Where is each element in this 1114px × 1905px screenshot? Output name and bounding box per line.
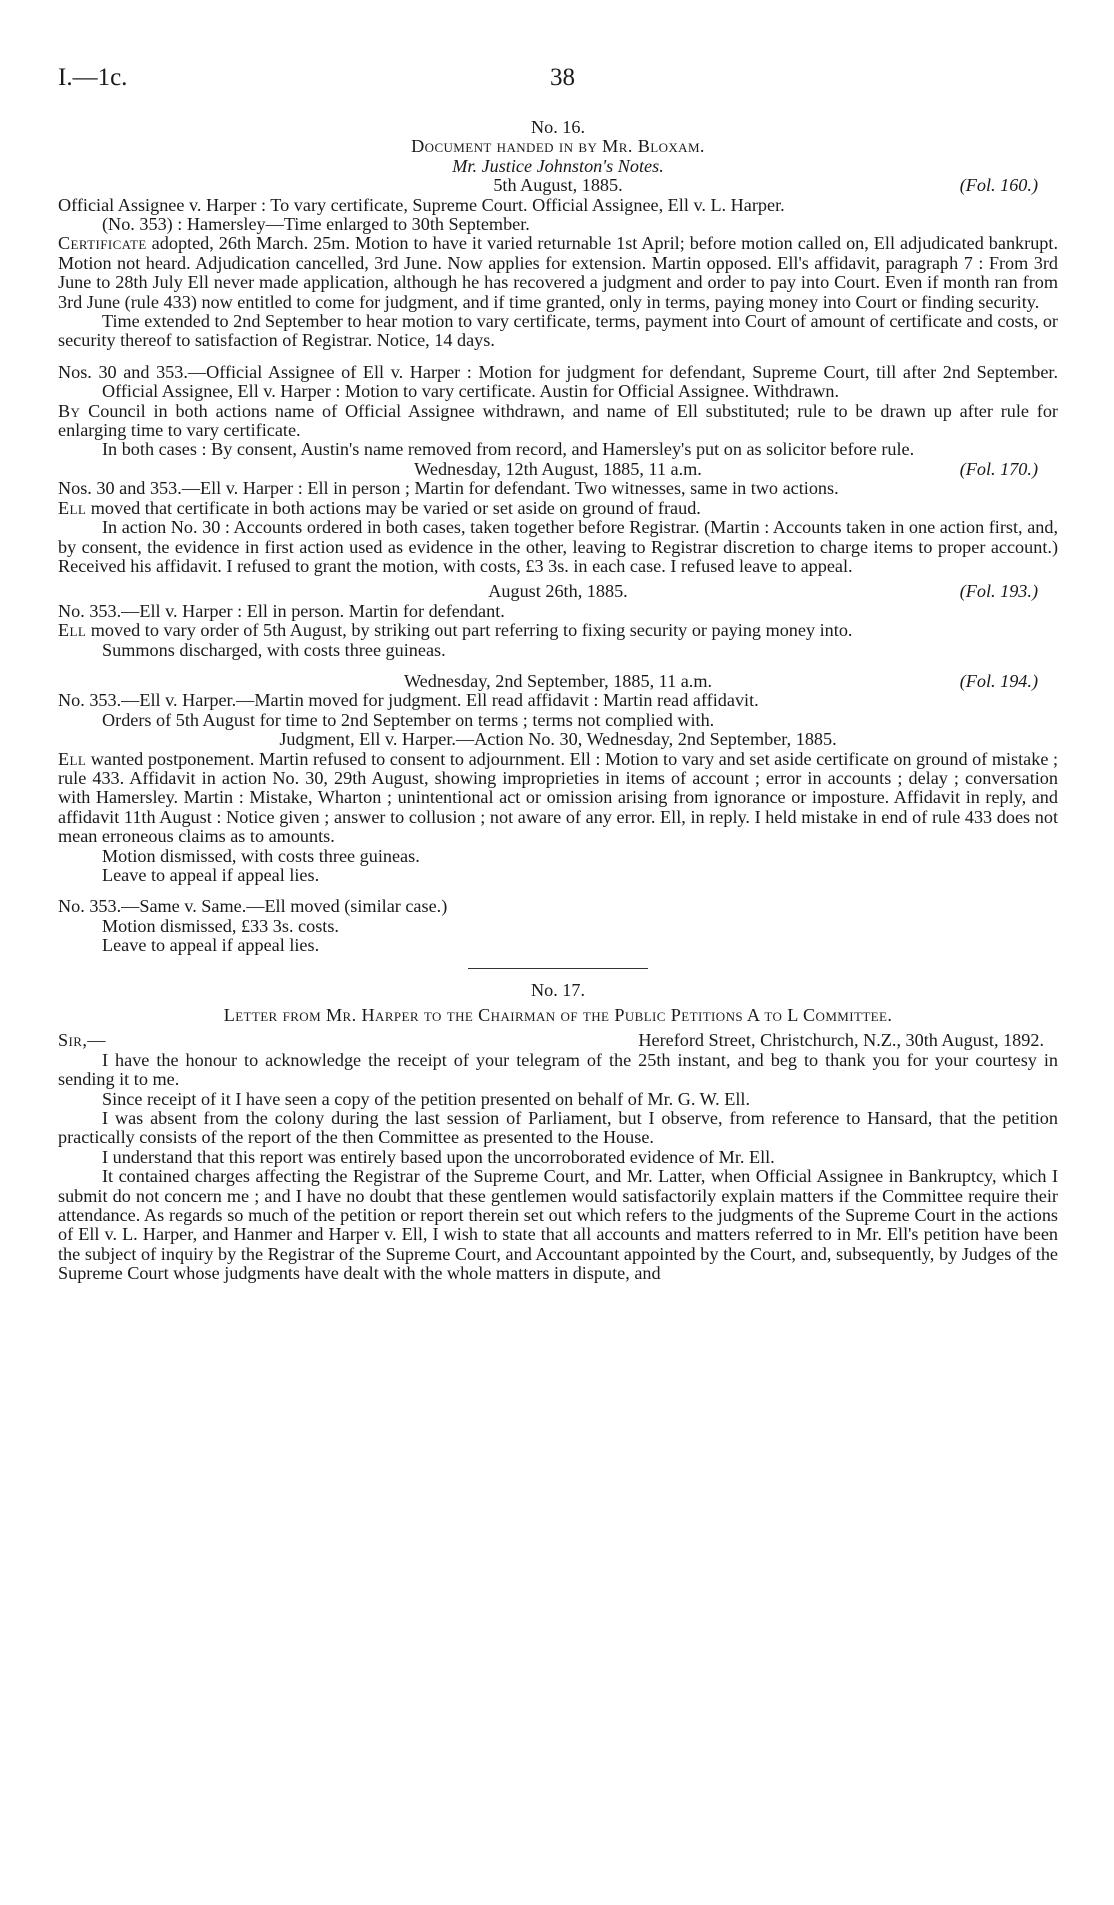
paragraph-5 — [58, 402, 1058, 441]
date-line-4 — [58, 672, 1058, 691]
date-2: Wednesday, 12th August, 1885, 11 a.m. — [414, 458, 702, 479]
letter-paragraph-2: Since receipt of it I have seen a copy of the petition presented on behalf of Mr. G. W. Ell. — [102, 1088, 750, 1109]
letter-paragraph-1: I have the honour to acknowledge the receipt of your telegram of the 25th instant, and beg to thank you for your courtesy in sending it to me. — [58, 1049, 1058, 1090]
paragraph-15-text: wanted postponement. Martin refused to consent to adjournment. Ell : Motion to vary and set aside certificate on ground of mistake ; rule 433. Affidavit in action No. 30, 29th August, showing improprieties in items of account ; error in accounts ; delay ; conversation with Hamersley. Martin : Mistake, Wharton ; unintentional act or omission arising from ignorance or imposture. Affidavit in reply, and affidavit 11th August : Notice given ; answer to collusion ; not aware of any error. Ell, in reply. I held mistake in end of rule 433 does not mean erroneous claims as to amounts. — [58, 748, 1058, 847]
doc16-number: No. 16. — [530, 117, 586, 137]
paragraph-7: Nos. 30 and 353.—Ell v. Harper : Ell in person ; Martin for defendant. Two witnesses, same in two actions. — [58, 478, 839, 499]
paragraph-15 — [58, 750, 1058, 847]
folio-2: (Fol. 170.) — [959, 458, 1038, 479]
salutation: Sir,— — [58, 1030, 106, 1051]
paragraph-11 — [58, 621, 1058, 640]
paragraph-5-lead: By — [58, 400, 81, 421]
paragraph-1a: Official Assignee v. Harper : To vary certificate, Supreme Court. Official Assignee, Ell v. L. Harper. — [58, 194, 785, 215]
date-4: Wednesday, 2nd September, 1885, 11 a.m. — [403, 670, 713, 691]
letter-paragraph-5: It contained charges affecting the Registrar of the Supreme Court, and Mr. Latter, when Official Assignee in Bankruptcy, which I submit do not concern me ; and I have no doubt that these gentlemen would satisfactorily explain matters if the Committee require their attendance. As regards so much of the petition or report therein set out which refers to the judgments of the Supreme Court in the actions of Ell v. L. Harper, and Hanmer and Harper v. Ell, I wish to state that all accounts and matters referred to in Mr. Ell's petition have been the subject of inquiry by the Registrar of the Supreme Court, and Accountant appointed by the Court, and, subsequently, by Judges of the Supreme Court whose judgments have dealt with the whole matters in dispute, and — [58, 1166, 1058, 1284]
page-header — [58, 64, 1058, 94]
doc17-title: Letter from Mr. Harper to the Chairman of the Public Petitions A to L Committee. — [223, 1005, 893, 1025]
paragraph-13: No. 353.—Ell v. Harper.—Martin moved for judgment. Ell read affidavit : Martin read affidavit. — [58, 690, 759, 711]
salutation-line — [58, 1031, 1058, 1050]
paragraph-15-lead: Ell — [58, 748, 87, 769]
letter-paragraph-4: I understand that this report was entirely based upon the uncorroborated evidence of Mr. Ell. — [102, 1146, 775, 1167]
doc17-number: No. 17. — [530, 979, 586, 1000]
paragraph-11-text: moved to vary order of 5th August, by striking out part referring to fixing security or paying money into. — [86, 620, 853, 641]
paragraph-8-text: moved that certificate in both actions may be varied or set aside on ground of fraud. — [86, 497, 701, 518]
paragraph-2 — [58, 234, 1058, 312]
folio-1: (Fol. 160.) — [959, 175, 1038, 196]
paragraph-10: No. 353.—Ell v. Harper : Ell in person. Martin for defendant. — [58, 600, 505, 621]
paragraph-19: Motion dismissed, £33 3s. costs. — [102, 915, 339, 936]
section-divider — [468, 968, 648, 969]
paragraph-20: Leave to appeal if appeal lies. — [102, 935, 320, 956]
paragraph-18: No. 353.—Same v. Same.—Ell moved (similar case.) — [58, 896, 448, 917]
paragraph-2-text: adopted, 26th March. 25m. Motion to have it varied returnable 1st April; before motion called on, Ell adjudicated bankrupt. Motion not heard. Adjudication cancelled, 3rd June. Now applies for extension. Martin opposed. Ell's affidavit, paragraph 7 : From 3rd June to 28th July Ell never made application, although he has recovered a judgment and order to pay into Court. Even if month ran from 3rd June (rule 433) now entitled to come for judgment, and if time granted, only in terms, paying money into Court or finding security. — [58, 233, 1058, 312]
document-reference: I.—1c. — [58, 64, 128, 91]
page-number: 38 — [550, 64, 575, 91]
paragraph-8-lead: Ell — [58, 497, 87, 518]
paragraph-8 — [58, 499, 1058, 518]
paragraph-6: In both cases : By consent, Austin's name removed from record, and Hamersley's put on as solicitor before rule. — [102, 439, 915, 460]
letter-paragraph-3: I was absent from the colony during the last session of Parliament, but I observe, from reference to Hansard, that the petition practically consists of the report of the then Committee as presented to the House. — [58, 1108, 1058, 1148]
date-3: August 26th, 1885. — [488, 581, 628, 602]
paragraph-5-text: Council in both actions name of Official Assignee withdrawn, and name of Ell substituted; rule to be drawn up after rule for enlarging time to vary certificate. — [58, 400, 1058, 441]
paragraph-9: In action No. 30 : Accounts ordered in both cases, taken together before Registrar. (Martin : Accounts taken in one action first, and, by consent, the evidence in first action used as evidence in the other, leaving to Registrar discretion to charge items to proper account.) Received his affidavit. I refused to grant the motion, with costs, £3 3s. in each case. I refused leave to appeal. — [58, 517, 1058, 576]
paragraph-12: Summons discharged, with costs three guineas. — [102, 639, 446, 660]
paragraph-11-lead: Ell — [58, 620, 87, 641]
folio-4: (Fol. 194.) — [959, 670, 1038, 691]
date-1: 5th August, 1885. — [493, 175, 623, 196]
page-body — [58, 118, 1058, 1284]
date-line-2 — [58, 460, 1058, 479]
paragraph-16: Motion dismissed, with costs three guineas. — [102, 845, 420, 866]
paragraph-13b: Orders of 5th August for time to 2nd September on terms ; terms not complied with. — [102, 709, 715, 730]
doc16-title: Document handed in by Mr. Bloxam. — [411, 136, 705, 157]
date-line-3 — [58, 582, 1058, 601]
doc16-subtitle: Mr. Justice Johnston's Notes. — [452, 155, 664, 176]
paragraph-4: Nos. 30 and 353.—Official Assignee of Ell v. Harper : Motion for judgment for defendant, Supreme Court, till after 2nd September. Official Assignee, Ell v. Harper : Motion to vary certificate. Austin for Official Assignee. Withdrawn. — [58, 361, 1058, 402]
paragraph-1b: (No. 353) : Hamersley—Time enlarged to 30th September. — [102, 214, 530, 235]
folio-3: (Fol. 193.) — [959, 581, 1038, 602]
sender-address: Hereford Street, Christchurch, N.Z., 30th August, 1892. — [638, 1030, 1044, 1051]
paragraph-2-lead: Certificate — [58, 233, 147, 254]
date-line-1 — [58, 176, 1058, 195]
judgment-heading: Judgment, Ell v. Harper.—Action No. 30, Wednesday, 2nd September, 1885. — [279, 729, 837, 750]
paragraph-3: Time extended to 2nd September to hear motion to vary certificate, terms, payment into Court of amount of certificate and costs, or security thereof to satisfaction of Registrar. Notice, 14 days. — [58, 311, 1058, 351]
paragraph-17: Leave to appeal if appeal lies. — [102, 864, 320, 885]
